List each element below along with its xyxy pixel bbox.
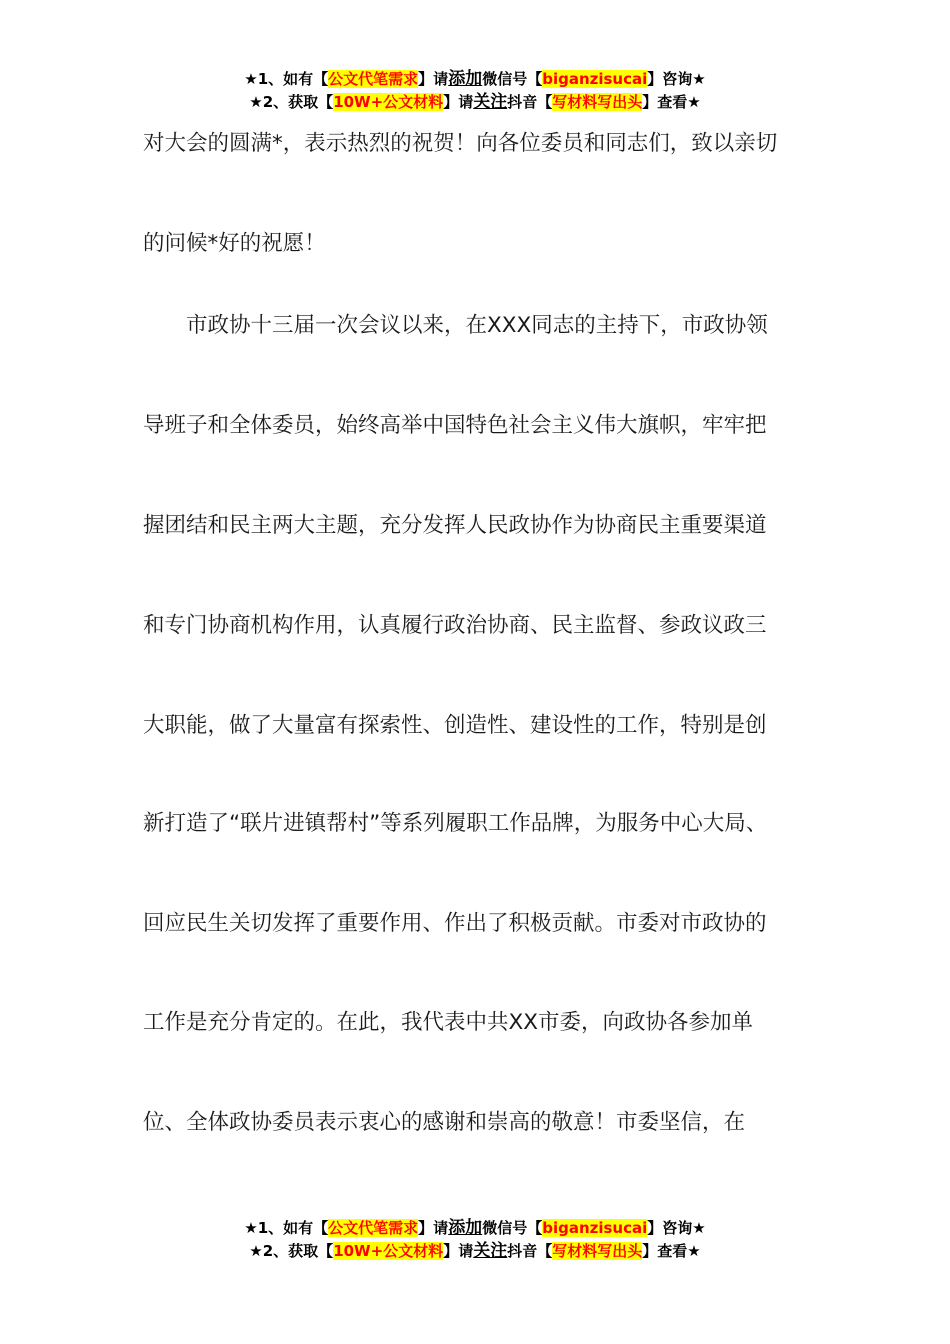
banner-text: 】请: [418, 70, 449, 88]
text-line: 新打造了“联片进镇帮村”等系列履职工作品牌，为服务中心大局、: [143, 811, 768, 836]
banner-text: 】请: [443, 93, 474, 111]
text-line: 导班子和全体委员，始终高举中国特色社会主义伟大旗帜，牢牢把: [143, 413, 767, 438]
banner-highlight: 写材料写出头: [552, 93, 643, 111]
banner-text: ★1、如有【: [244, 70, 329, 88]
banner-text: 】查看★: [642, 93, 701, 111]
banner-text: ★2、获取【: [249, 93, 334, 111]
banner-line-2: [0, 91, 950, 114]
banner-text: 】请: [443, 1242, 474, 1260]
banner-emphasis: 添加: [448, 69, 483, 89]
banner-highlight: 10W+公文材料: [333, 93, 444, 111]
banner-highlight: biganzisucai: [542, 1219, 648, 1237]
banner-highlight: 写材料写出头: [552, 1242, 643, 1260]
footer-banner: [0, 1217, 950, 1263]
text-line: 的问候*好的祝愿！: [143, 231, 326, 256]
banner-highlight: biganzisucai: [542, 70, 648, 88]
banner-text: 】查看★: [642, 1242, 701, 1260]
text-line: 回应民生关切发挥了重要作用、作出了积极贡献。市委对市政协的: [143, 911, 767, 936]
text-line: 大职能，做了大量富有探索性、创造性、建设性的工作，特别是创: [143, 713, 767, 738]
banner-highlight: 公文代笔需求: [328, 70, 419, 88]
banner-text: ★2、获取【: [249, 1242, 334, 1260]
banner-text: 抖音【: [507, 1242, 553, 1260]
text-line: 位、全体政协委员表示衷心的感谢和崇高的敬意！市委坚信，在: [143, 1110, 746, 1135]
banner-highlight: 10W+公文材料: [333, 1242, 444, 1260]
text-line: 市政协十三届一次会议以来，在XXX同志的主持下，市政协领: [143, 313, 768, 338]
text-line: 工作是充分肯定的。在此，我代表中共XX市委，向政协各参加单: [143, 1010, 753, 1035]
banner-text: ★1、如有【: [244, 1219, 329, 1237]
banner-line-2: [0, 1240, 950, 1263]
banner-emphasis: 关注: [473, 92, 508, 112]
banner-text: 微信号【: [482, 70, 543, 88]
banner-text: 】咨询★: [647, 1219, 706, 1237]
text-line: 和专门协商机构作用，认真履行政治协商、民主监督、参政议政三: [143, 613, 767, 638]
text-line: 握团结和民主两大主题，充分发挥人民政协作为协商民主重要渠道: [143, 513, 767, 538]
banner-emphasis: 添加: [448, 1218, 483, 1238]
banner-text: 】请: [418, 1219, 449, 1237]
banner-text: 】咨询★: [647, 70, 706, 88]
banner-line-1: [0, 68, 950, 91]
banner-highlight: 公文代笔需求: [328, 1219, 419, 1237]
banner-text: 微信号【: [482, 1219, 543, 1237]
banner-emphasis: 关注: [473, 1241, 508, 1261]
header-banner: [0, 68, 950, 114]
text-line: 对大会的圆满*，表示热烈的祝贺！向各位委员和同志们，致以亲切: [143, 131, 778, 156]
banner-text: 抖音【: [507, 93, 553, 111]
banner-line-1: [0, 1217, 950, 1240]
